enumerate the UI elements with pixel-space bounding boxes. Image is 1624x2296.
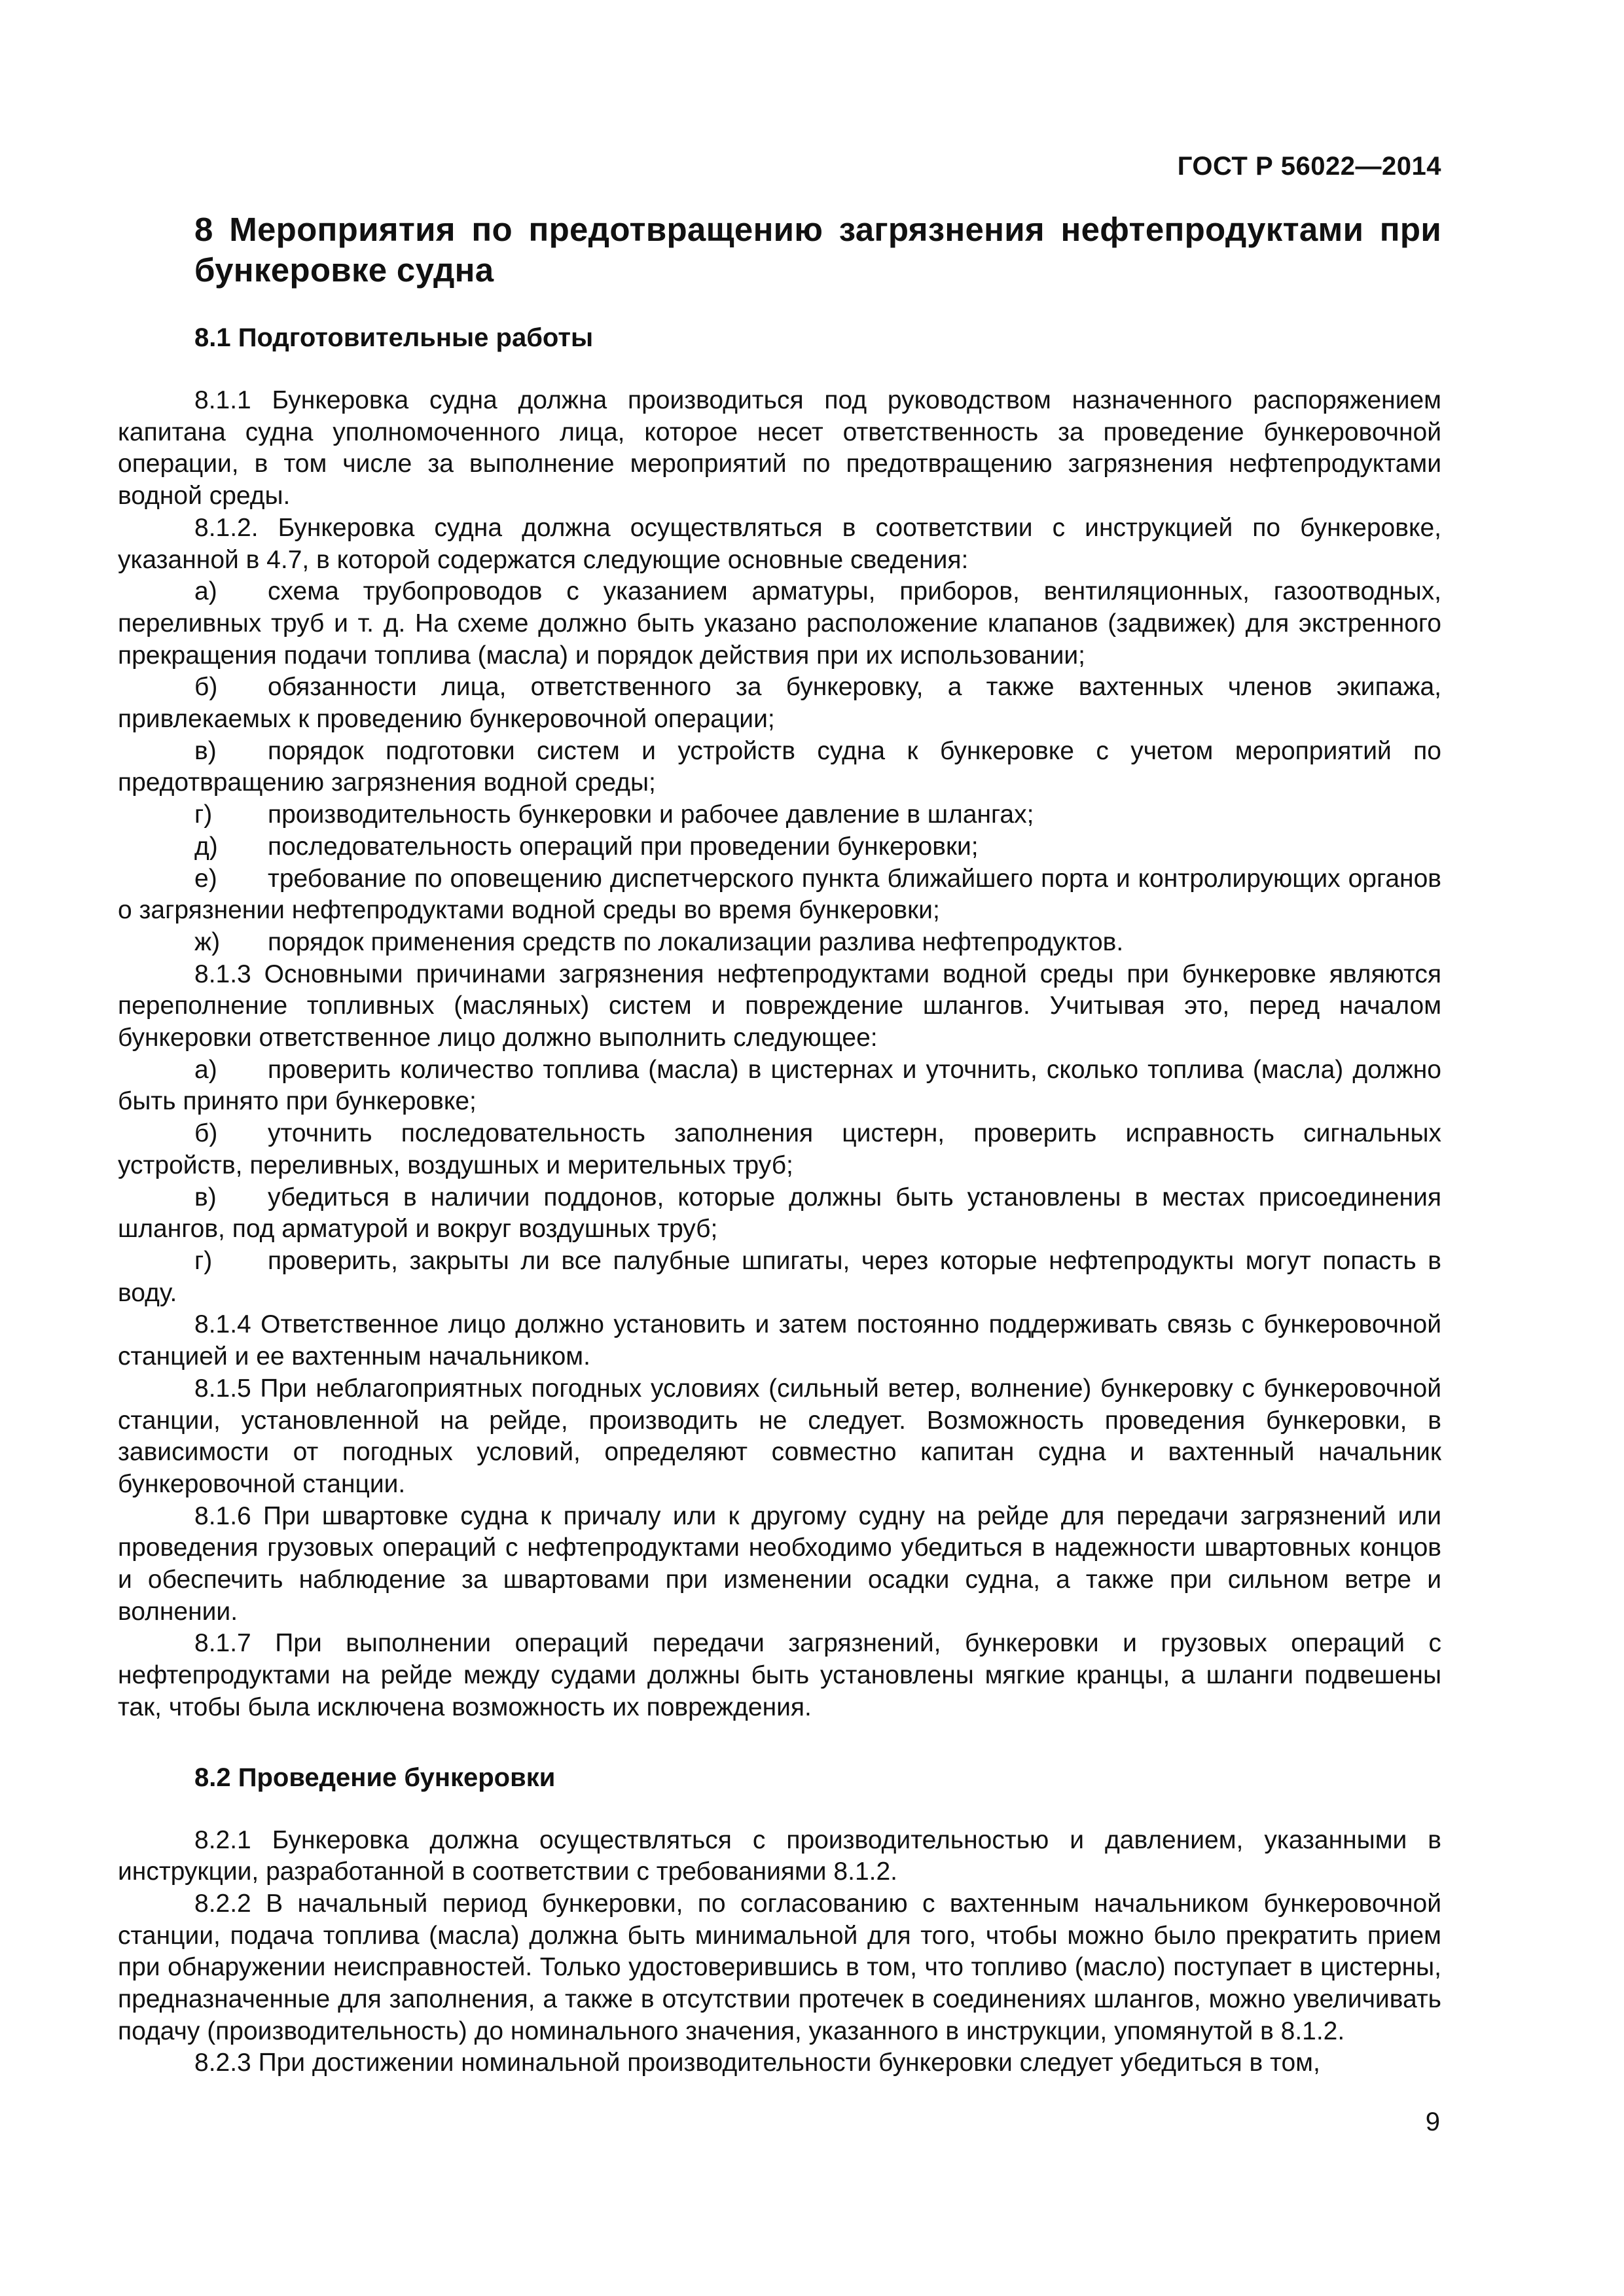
paragraph: 8.2.3 При достижении номинальной производительности бункеровки следует убедиться в том,: [194, 2049, 1320, 2077]
subsection-body-8-1: [118, 385, 1441, 1724]
list-item-label: б): [194, 673, 218, 702]
list-item-text: проверить, закрыты ли все палубные шпигаты, через которые нефтепродукты могут попасть в воду.: [118, 1246, 1441, 1307]
subsection-title-8-1: 8.1 Подготовительные работы: [194, 323, 594, 352]
list-item-text: порядок применения средств по локализации разлива нефтепродуктов.: [268, 927, 1124, 956]
paragraph: 8.1.5 При неблагоприятных погодных условиях (сильный ветер, волнение) бункеровку с бункеровочной станции, установленной на рейде, производить не следует. Возможность проведения бункеровки, в зависимости от погодных условий, определяют совместно капитан судна и вахтенный начальник бункеровочной станции.: [118, 1374, 1441, 1498]
list-item-text: последовательность операций при проведении бункеровки;: [268, 832, 979, 861]
list-item: [118, 1246, 1441, 1309]
list-item: [118, 799, 1441, 831]
list-item: [118, 863, 1441, 927]
paragraph: 8.1.7 При выполнении операций передачи загрязнений, бункеровки и грузовых операций с нефтепродуктами на рейде между судами должны быть установлены мягкие кранцы, а шланги подвешены так, чтобы была исключена возможность их повреждения.: [118, 1629, 1441, 1721]
paragraph: 8.2.1 Бункеровка должна осуществляться с производительностью и давлением, указанными в инструкции, разработанной в соответствии с требованиями 8.1.2.: [118, 1825, 1441, 1886]
paragraph: 8.1.4 Ответственное лицо должно установить и затем постоянно поддерживать связь с бункеровочной станцией и ее вахтенным начальником.: [118, 1310, 1441, 1371]
list-item-text: порядок подготовки систем и устройств судна к бункеровке с учетом мероприятий по предотвращению загрязнения водной среды;: [118, 736, 1441, 797]
list-item-label: г): [194, 800, 213, 829]
list-item-label: а): [194, 1055, 217, 1084]
list-item-text: требование по оповещению диспетчерского пункта ближайшего порта и контролирующих органов о загрязнении нефтепродуктами водной среды во время бункеровки;: [118, 864, 1441, 925]
list-item: [118, 1054, 1441, 1118]
subsection-title-8-2: 8.2 Проведение бункеровки: [194, 1763, 556, 1792]
list-item: [118, 831, 1441, 863]
page-number: 9: [1425, 2108, 1440, 2136]
list-item: [118, 927, 1441, 959]
list-item: [118, 576, 1441, 672]
paragraph: 8.1.6 При швартовке судна к причалу или к другому судну на рейде для передачи загрязнений или проведения грузовых операций с нефтепродуктами необходимо убедиться в надежности швартовных концов и обеспечить наблюдение за швартовами при изменении осадки судна, а также при сильном ветре и волнении.: [118, 1501, 1441, 1626]
list-item-text: схема трубопроводов с указанием арматуры, приборов, вентиляционных, газоотводных, переливных труб и т. д. На схеме должно быть указано расположение клапанов (задвижек) для экстренного прекращения подачи топлива (масла) и порядок действия при их использовании;: [118, 577, 1441, 670]
list-item-label: г): [194, 1246, 213, 1275]
list-item-label: а): [194, 577, 217, 606]
list-item-text: обязанности лица, ответственного за бункеровку, а также вахтенных членов экипажа, привлекаемых к проведению бункеровочной операции;: [118, 673, 1441, 734]
paragraph: 8.1.1 Бункеровка судна должна производиться под руководством назначенного распоряжением капитана судна уполномоченного лица, которое несет ответственность за проведение бункеровочной операции, в том числе за выполнение мероприятий по предотвращению загрязнения нефтепродуктами водной среды.: [118, 386, 1441, 511]
list-item-text: убедиться в наличии поддонов, которые должны быть установлены в местах присоединения шлангов, под арматурой и вокруг воздушных труб;: [118, 1183, 1441, 1244]
list-item: [118, 736, 1441, 799]
list-item-label: в): [194, 1183, 217, 1211]
paragraph: 8.1.3 Основными причинами загрязнения нефтепродуктами водной среды при бункеровке являются переполнение топливных (масляных) систем и повреждение шлангов. Учитывая это, перед началом бункеровки ответственное лицо должно выполнить следующее:: [118, 960, 1441, 1052]
list-item: [118, 1118, 1441, 1181]
list-item-text: проверить количество топлива (масла) в цистернах и уточнить, сколько топлива (масла) должно быть принято при бункеровке;: [118, 1055, 1441, 1116]
list-item-label: ж): [194, 927, 221, 956]
section-title: 8 Мероприятия по предотвращению загрязнения нефтепродуктами при бункеровке судна: [194, 211, 1441, 289]
paragraph: 8.1.2. Бункеровка судна должна осуществляться в соответствии с инструкцией по бункеровке, указанной в 4.7, в которой содержатся следующие основные сведения:: [118, 513, 1441, 574]
list-item-label: б): [194, 1119, 218, 1148]
list-item-label: в): [194, 736, 217, 765]
list-item-label: е): [194, 864, 217, 893]
paragraph: 8.2.2 В начальный период бункеровки, по согласованию с вахтенным начальником бункеровочной станции, подача топлива (масла) должна быть минимальной для того, чтобы можно было прекратить прием при обнаружении неисправностей. Только удостоверившись в том, что топливо (масло) поступает в цистерны, предназначенные для заполнения, а также в отсутствии протечек в соединениях шлангов, можно увеличивать подачу (производительность) до номинального значения, указанного в инструкции, упомянутой в 8.1.2.: [118, 1889, 1441, 2045]
list-item: [118, 672, 1441, 735]
document-body: [118, 209, 1441, 2079]
list-item-text: производительность бункеровки и рабочее давление в шлангах;: [268, 800, 1034, 829]
standard-number: ГОСТ Р 56022—2014: [1177, 152, 1441, 181]
list-item-text: уточнить последовательность заполнения цистерн, проверить исправность сигнальных устройств, переливных, воздушных и мерительных труб;: [118, 1119, 1441, 1179]
subsection-body-8-2: [118, 1825, 1441, 2080]
list-item: [118, 1182, 1441, 1246]
list-item-label: д): [194, 832, 218, 861]
